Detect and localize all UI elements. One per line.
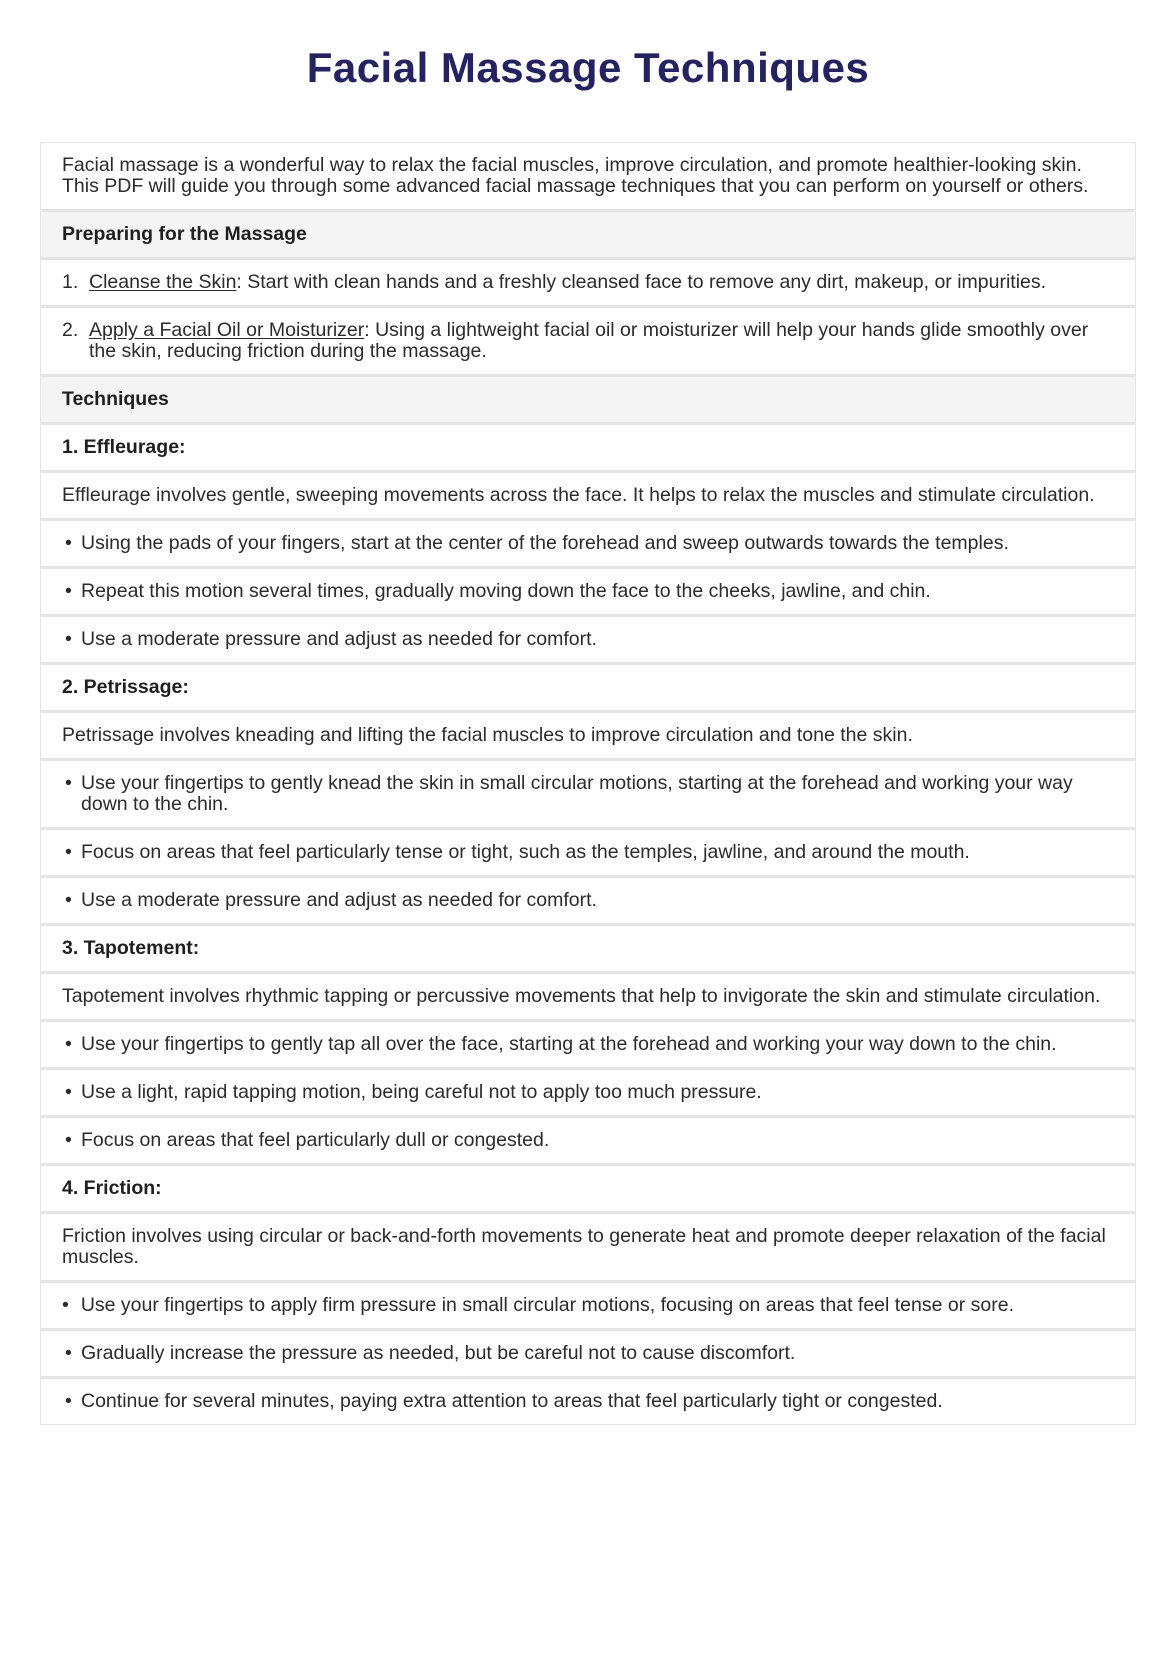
intro-paragraph: Facial massage is a wonderful way to relax the facial muscles, improve circulation, and promote healthier-looking skin. This PDF will guide you through some advanced facial massage techniques that you can perform on yourself or others. — [41, 143, 1135, 209]
prep-step-1-text: : Start with clean hands and a freshly cleansed face to remove any dirt, makeup, or impurities. — [236, 271, 1047, 293]
bullet-item: • Using the pads of your fingers, start at the center of the forehead and sweep outwards towards the temples. — [41, 521, 1135, 566]
page-title: Facial Massage Techniques — [306, 44, 870, 91]
bullet-item: • Use your fingertips to apply firm pressure in small circular motions, focusing on areas that feel tense or sore. — [41, 1283, 1135, 1328]
document-body — [40, 142, 1136, 1425]
bullet-item: • Focus on areas that feel particularly tense or tight, such as the temples, jawline, and around the mouth. — [41, 830, 1135, 875]
technique-description-petrissage: Petrissage involves kneading and lifting the facial muscles to improve circulation and tone the skin. — [41, 713, 1135, 758]
prep-step-2 — [41, 308, 1135, 374]
technique-description-friction: Friction involves using circular or back-and-forth movements to generate heat and promote deeper relaxation of the facial muscles. — [41, 1214, 1135, 1280]
prep-step-1-term: Cleanse the Skin — [89, 271, 237, 293]
bullet-item: • Use your fingertips to gently tap all over the face, starting at the forehead and working your way down to the chin. — [41, 1022, 1135, 1067]
technique-heading-friction: 4. Friction: — [41, 1166, 1135, 1211]
technique-heading-petrissage: 2. Petrissage: — [41, 665, 1135, 710]
list-number: 2. — [62, 319, 79, 341]
bullet-item: • Use your fingertips to gently knead the skin in small circular motions, starting at the forehead and working your way down to the chin. — [41, 761, 1135, 827]
prep-step-2-term: Apply a Facial Oil or Moisturizer — [89, 319, 365, 341]
technique-heading-tapotement: 3. Tapotement: — [41, 926, 1135, 971]
bullet-item: • Gradually increase the pressure as needed, but be careful not to cause discomfort. — [41, 1331, 1135, 1376]
bullet-item: • Focus on areas that feel particularly dull or congested. — [41, 1118, 1135, 1163]
technique-description-effleurage: Effleurage involves gentle, sweeping movements across the face. It helps to relax the muscles and stimulate circulation. — [41, 473, 1135, 518]
bullet-item: • Use a light, rapid tapping motion, being careful not to apply too much pressure. — [41, 1070, 1135, 1115]
technique-description-tapotement: Tapotement involves rhythmic tapping or percussive movements that help to invigorate the skin and stimulate circulation. — [41, 974, 1135, 1019]
bullet-item: • Use a moderate pressure and adjust as needed for comfort. — [41, 878, 1135, 923]
prep-step-1 — [41, 260, 1135, 305]
list-number: 1. — [62, 271, 79, 293]
section-header-preparing: Preparing for the Massage — [41, 212, 1135, 257]
section-header-techniques: Techniques — [41, 377, 1135, 422]
bullet-item: • Use a moderate pressure and adjust as needed for comfort. — [41, 617, 1135, 662]
bullet-item: • Continue for several minutes, paying extra attention to areas that feel particularly tight or congested. — [41, 1379, 1135, 1424]
bullet-item: • Repeat this motion several times, gradually moving down the face to the cheeks, jawline, and chin. — [41, 569, 1135, 614]
technique-heading-effleurage: 1. Effleurage: — [41, 425, 1135, 470]
prep-step-2-text: : Using a lightweight facial oil or moisturizer will help your hands glide smoothly over the skin, reducing friction during the massage. — [89, 319, 1089, 362]
